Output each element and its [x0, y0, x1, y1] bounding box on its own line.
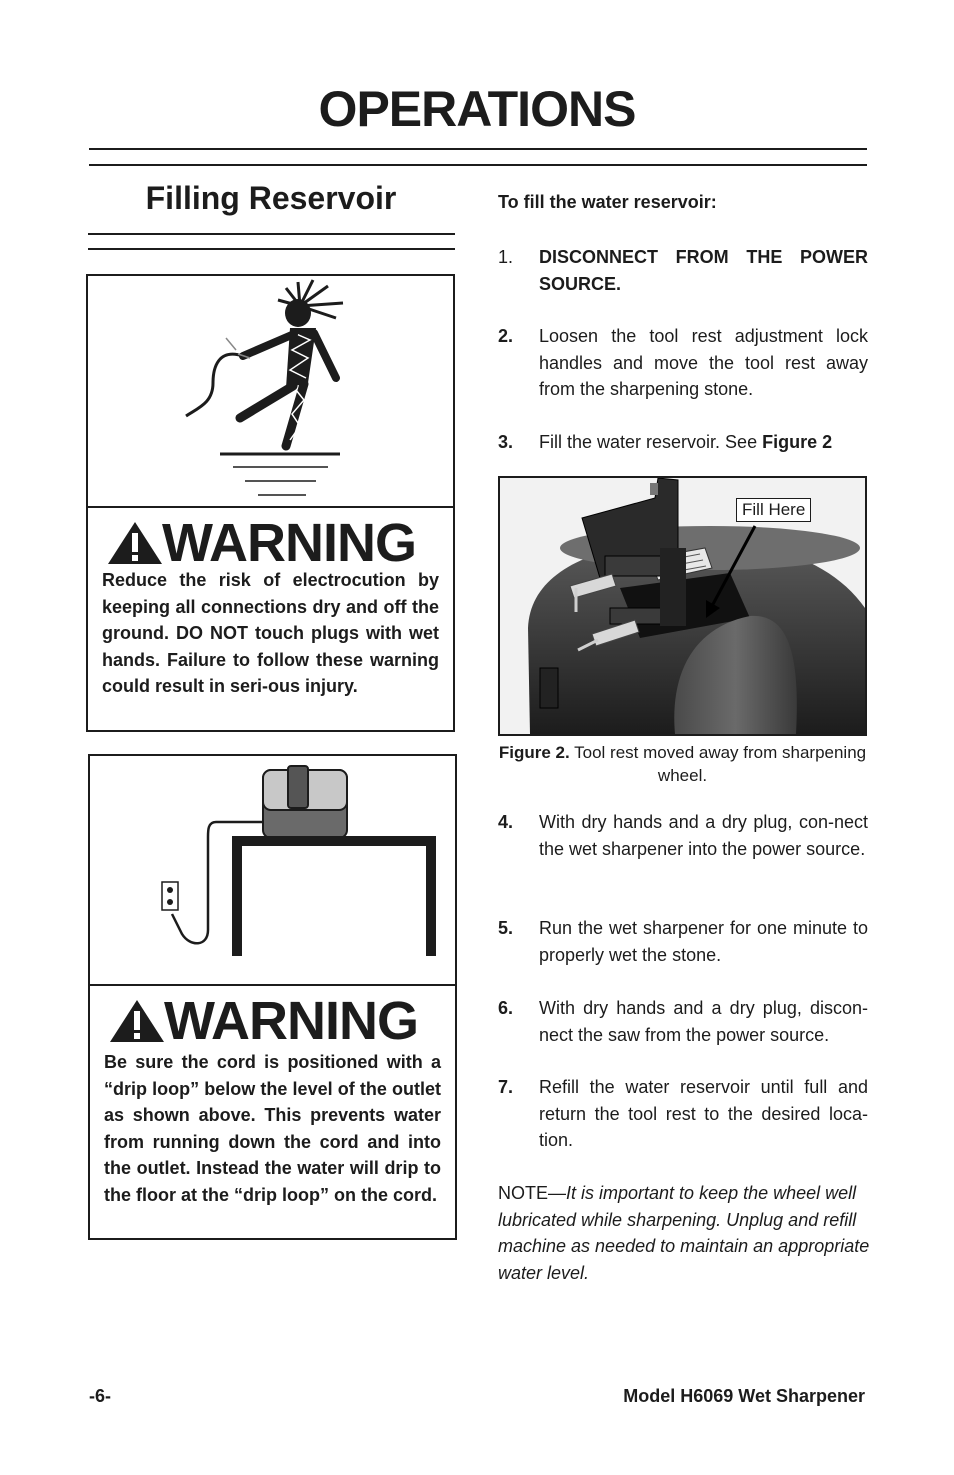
warning-heading: WARNING	[162, 513, 416, 573]
step-number: 1.	[498, 247, 514, 267]
warning-heading: WARNING	[164, 991, 418, 1051]
step-6	[498, 995, 868, 1048]
warning-text: Reduce the risk of electrocution by keeping all connections dry and off the ground. DO NOT touch plugs with wet hands. Failure to follow these warning could result in seri-ous injury.	[102, 570, 439, 696]
step-number: 6.	[498, 998, 514, 1018]
warning-divider	[88, 506, 453, 508]
step-number: 4.	[498, 812, 514, 832]
step-text: Refill the water reservoir until full and return the tool rest to the desired loca-tion.	[539, 1077, 868, 1150]
step-number: 2.	[498, 326, 514, 346]
step-text-plain: Fill the water reservoir. See	[539, 432, 763, 452]
drip-loop-illustration	[150, 762, 440, 962]
step-text	[539, 429, 868, 456]
step-1	[498, 244, 868, 297]
step-text: Loosen the tool rest adjustment lock handles and move the tool rest away from the sharpening stone.	[539, 326, 868, 399]
step-text: DISCONNECT FROM THE POWER SOURCE.	[539, 247, 868, 294]
note-paragraph	[498, 1180, 870, 1286]
step-number: 7.	[498, 1077, 514, 1097]
warning-box-drip-loop	[88, 754, 457, 1240]
figure-caption-text: Tool rest moved away from sharpening wheel.	[569, 743, 867, 785]
step-2	[498, 323, 868, 403]
step-text: With dry hands and a dry plug, discon-nect the saw from the power source.	[539, 998, 868, 1045]
step-text: Run the wet sharpener for one minute to properly wet the stone.	[539, 918, 868, 965]
figure-caption-number: Figure 2.	[498, 743, 570, 762]
section-rule-bottom	[88, 248, 455, 250]
step-7	[498, 1074, 868, 1154]
step-text: With dry hands and a dry plug, con-nect the wet sharpener into the power source.	[539, 812, 868, 859]
note-prefix: NOTE—	[498, 1183, 567, 1203]
title-rule-bottom	[89, 164, 867, 166]
page-title: OPERATIONS	[318, 81, 636, 137]
step-3	[498, 429, 868, 456]
step-number: 3.	[498, 432, 514, 452]
footer-model: Model H6069 Wet Sharpener	[623, 1386, 865, 1406]
fill-here-callout: Fill Here	[736, 498, 811, 522]
note-text: It is important to keep the wheel well lubricated while sharpening. Unplug and refill machine as needed to maintain an appropriate water level.	[498, 1183, 870, 1283]
warning-heading-row	[108, 991, 418, 1051]
page-number: -6-	[89, 1386, 111, 1406]
step-4	[498, 809, 868, 862]
warning-text: Be sure the cord is positioned with a “drip loop” below the level of the outlet as shown above. This prevents water from running down the cord and into the outlet. Instead the water will drip to the floor at the “drip loop” on the cord.	[104, 1052, 441, 1205]
figure-2-photo	[498, 476, 867, 736]
warning-box-electrocution	[86, 274, 455, 732]
warning-triangle-icon	[108, 998, 166, 1044]
figure-reference: Figure 2	[762, 432, 833, 452]
electrocution-illustration	[178, 278, 368, 503]
section-rule-top	[88, 233, 455, 235]
step-number: 5.	[498, 918, 514, 938]
warning-triangle-icon	[106, 520, 164, 566]
warning-divider	[90, 984, 455, 986]
section-title: Filling Reservoir	[145, 180, 397, 216]
title-rule-top	[89, 148, 867, 150]
figure-caption	[498, 741, 867, 787]
instructions-intro: To fill the water reservoir:	[498, 192, 717, 212]
step-5	[498, 915, 868, 968]
warning-heading-row	[106, 513, 416, 573]
